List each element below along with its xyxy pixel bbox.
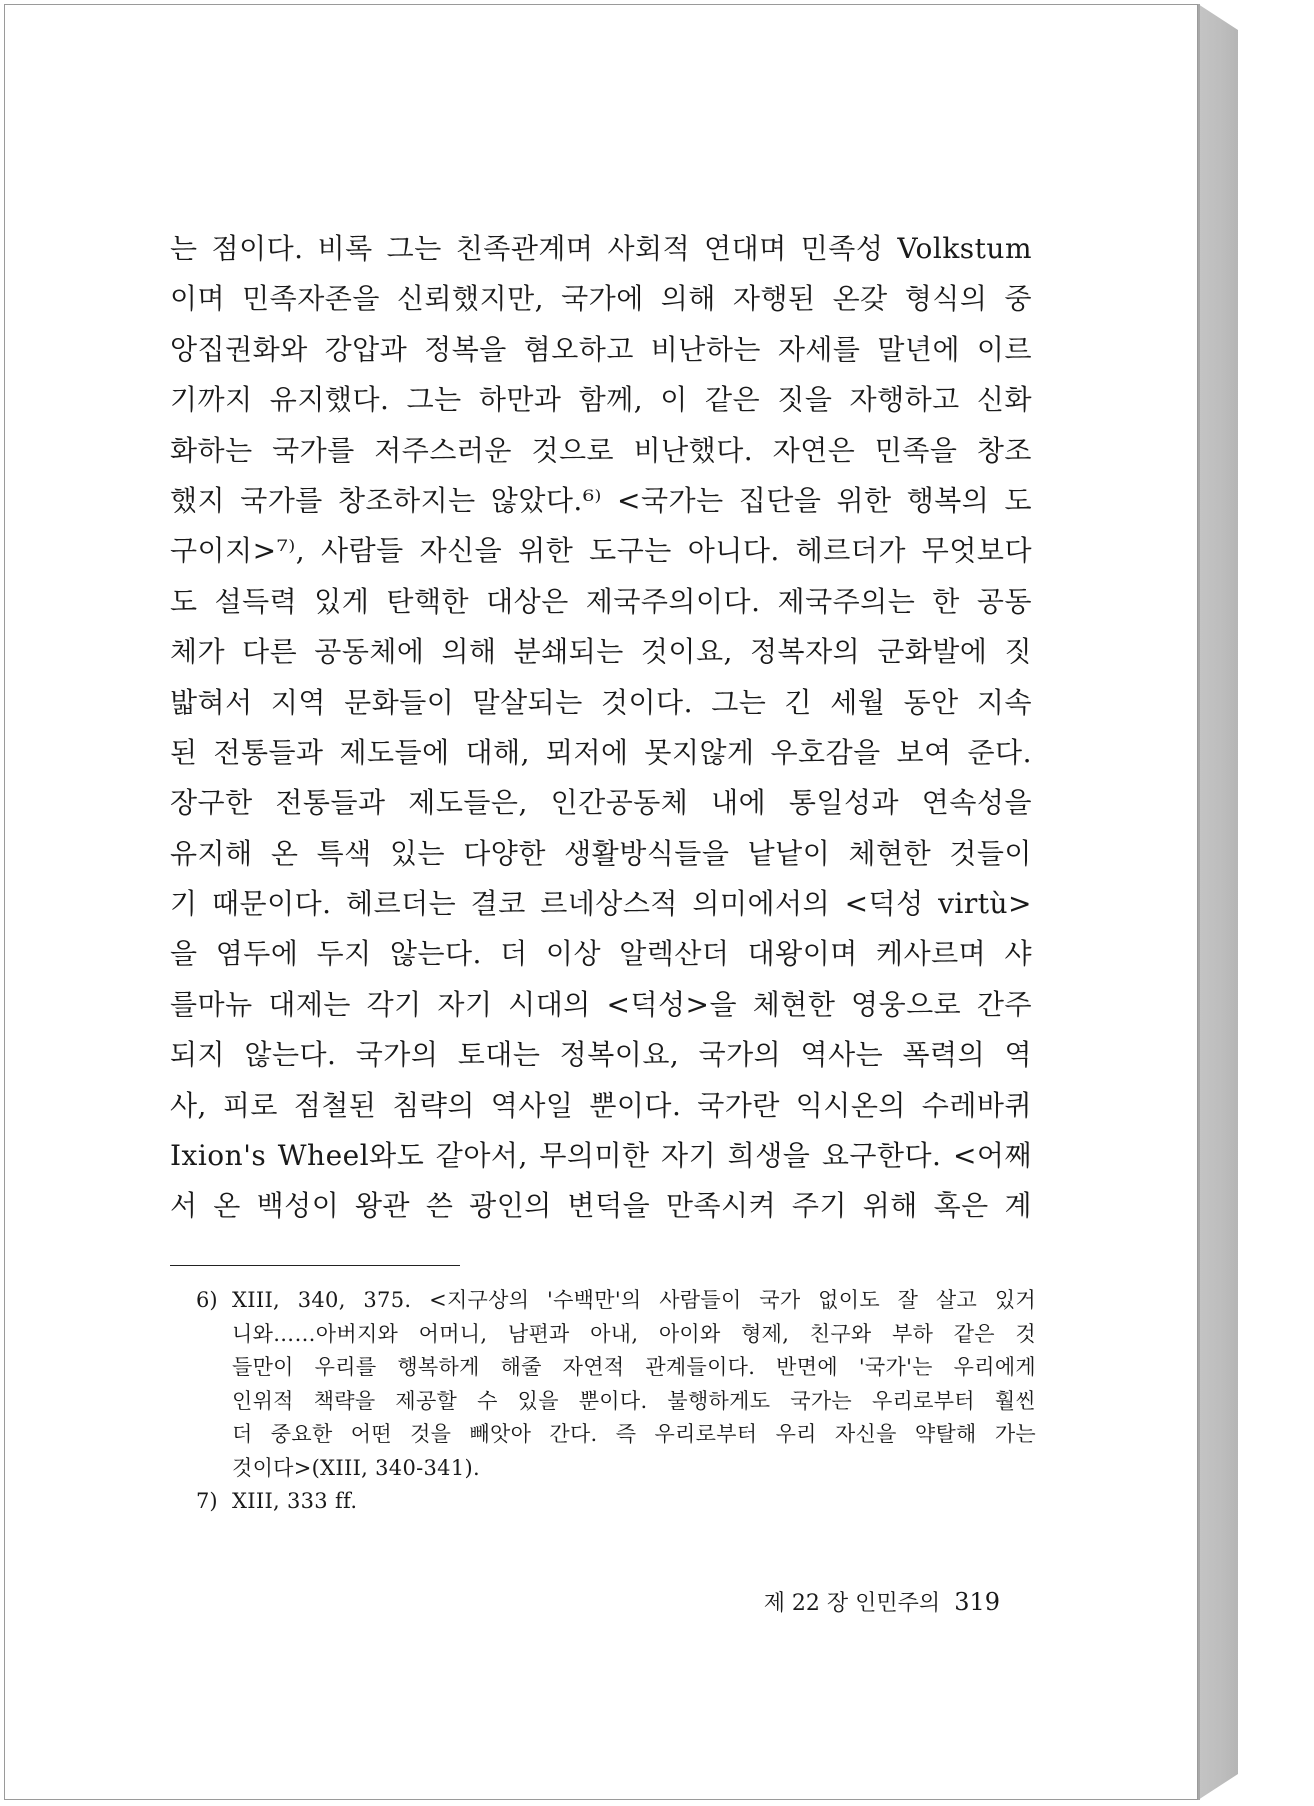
chapter-title: 제 22 장 인민주의 — [763, 1591, 941, 1616]
page-number: 319 — [954, 1588, 1000, 1616]
body-line: 했지 국가를 창조하지는 않았다.⁶⁾ <국가는 집단을 위한 행복의 도 — [170, 483, 1032, 517]
body-line: 유지해 온 특색 있는 다양한 생활방식들을 낱낱이 체현한 것들이 — [170, 836, 1032, 870]
footnote-7 — [196, 1485, 1036, 1519]
body-text — [170, 224, 1032, 1232]
body-line: 체가 다른 공동체에 의해 분쇄되는 것이요, 정복자의 군화발에 짓 — [170, 635, 1032, 669]
footnote-6 — [196, 1284, 1036, 1485]
body-line: 기 때문이다. 헤르더는 결코 르네상스적 의미에서의 <덕성 virtù> — [170, 887, 1032, 921]
body-line: 장구한 전통들과 제도들은, 인간공동체 내에 통일성과 연속성을 — [170, 786, 1032, 820]
footnote-line: XIII, 333 ff. — [232, 1489, 358, 1513]
footnote-line: 인위적 책략을 제공할 수 있을 뿐이다. 불행하게도 국가는 우리로부터 훨씬 — [232, 1388, 1036, 1413]
body-line: 밟혀서 지역 문화들이 말살되는 것이다. 그는 긴 세월 동안 지속 — [170, 685, 1032, 719]
body-line: 를마뉴 대제는 각기 자기 시대의 <덕성>을 체현한 영웅으로 간주 — [170, 987, 1032, 1021]
page-stack-edge — [1198, 4, 1238, 1800]
page-stack-border — [1198, 4, 1200, 1800]
running-footer — [740, 1584, 1000, 1622]
footnote-line: 것이다>(XIII, 340-341). — [232, 1455, 480, 1480]
body-line: 서 온 백성이 왕관 쓴 광인의 변덕을 만족시켜 주기 위해 혹은 계 — [170, 1189, 1032, 1223]
footnotes — [196, 1284, 1036, 1519]
footnote-line: 들만이 우리를 행복하게 해줄 자연적 관계들이다. 반면에 '국가'는 우리에게 — [232, 1355, 1036, 1379]
body-line: 된 전통들과 제도들에 대해, 뫼저에 못지않게 우호감을 보여 준다. — [170, 735, 1032, 769]
body-line: Ixion's Wheel와도 같아서, 무의미한 자기 희생을 요구한다. <어째 — [170, 1139, 1032, 1173]
body-line: 화하는 국가를 저주스러운 것으로 비난했다. 자연은 민족을 창조 — [170, 433, 1032, 467]
footnote-line: XIII, 340, 375. <지구상의 '수백만'의 사람들이 국가 없이도 잘 살고 있거 — [232, 1288, 1036, 1312]
body-line: 구이지>⁷⁾, 사람들 자신을 위한 도구는 아니다. 헤르더가 무엇보다 — [170, 534, 1032, 568]
footnote-number: 6) — [196, 1288, 218, 1312]
body-line: 도 설득력 있게 탄핵한 대상은 제국주의이다. 제국주의는 한 공동 — [170, 584, 1032, 618]
body-line: 을 염두에 두지 않는다. 더 이상 알렉산더 대왕이며 케사르며 샤 — [170, 937, 1032, 971]
footnote-rule — [170, 1265, 460, 1266]
footnote-number: 7) — [196, 1489, 218, 1513]
footnote-line: 니와……아버지와 어머니, 남편과 아내, 아이와 형제, 친구와 부하 같은 것 — [232, 1321, 1036, 1346]
body-line: 기까지 유지했다. 그는 하만과 함께, 이 같은 짓을 자행하고 신화 — [170, 383, 1032, 417]
body-line: 사, 피로 점철된 침략의 역사일 뿐이다. 국가란 익시온의 수레바퀴 — [170, 1088, 1032, 1122]
body-line: 되지 않는다. 국가의 토대는 정복이요, 국가의 역사는 폭력의 역 — [170, 1038, 1032, 1072]
footnote-line: 더 중요한 어떤 것을 빼앗아 간다. 즉 우리로부터 우리 자신을 약탈해 가는 — [232, 1422, 1036, 1446]
body-line: 이며 민족자존을 신뢰했지만, 국가에 의해 자행된 온갖 형식의 중 — [170, 282, 1032, 316]
body-line: 는 점이다. 비록 그는 친족관계며 사회적 연대며 민족성 Volkstum — [170, 232, 1032, 265]
body-line: 앙집권화와 강압과 정복을 혐오하고 비난하는 자세를 말년에 이르 — [170, 332, 1032, 366]
